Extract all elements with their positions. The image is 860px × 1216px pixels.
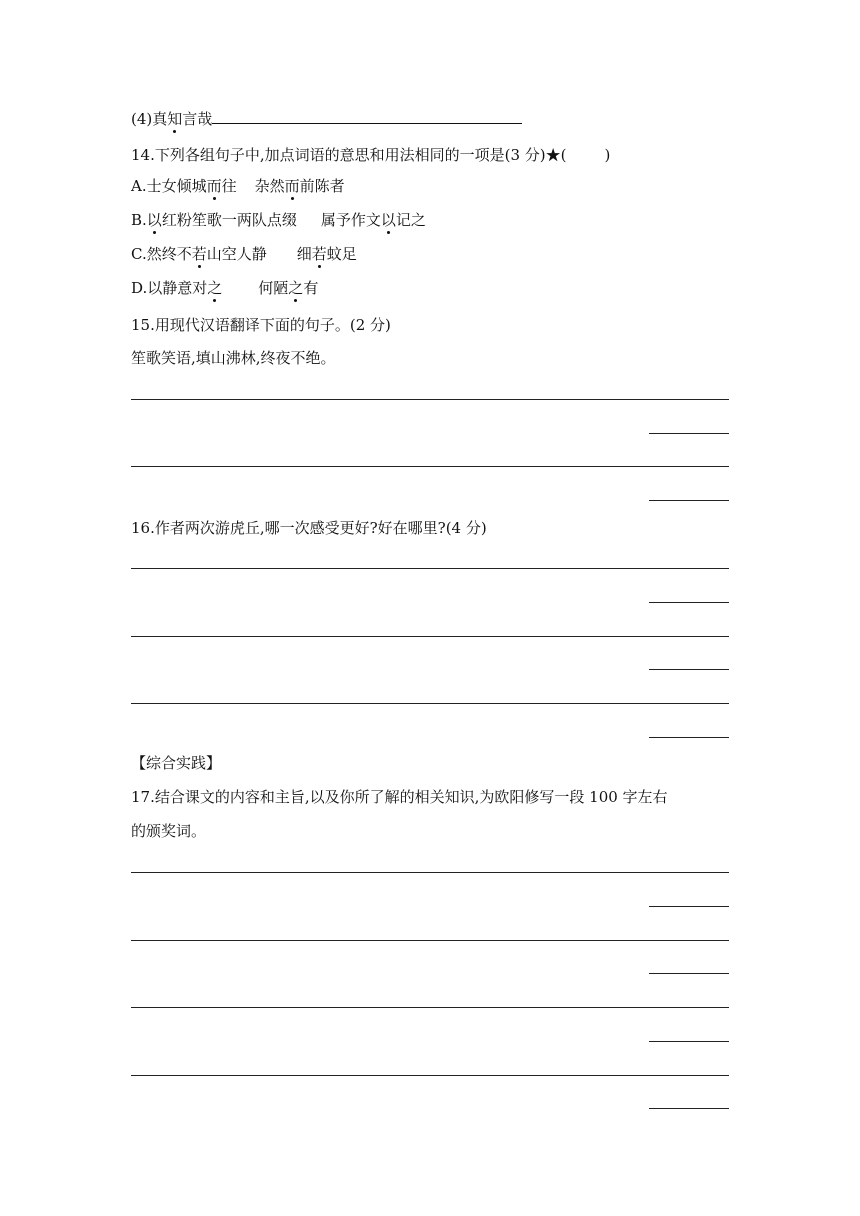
option-a-part1: A.士女倾城	[131, 177, 207, 195]
answer-line[interactable]	[131, 399, 729, 400]
option-c-part3: 细	[296, 245, 312, 263]
dotted-char: 以	[380, 211, 396, 229]
answer-line[interactable]	[131, 1075, 729, 1076]
q13-item-4-pre: (4)真	[131, 110, 168, 128]
option-d-part3: 何陋	[258, 279, 289, 297]
answer-line-end	[649, 500, 729, 501]
answer-line[interactable]	[131, 703, 729, 704]
dotted-char: 若	[311, 245, 327, 263]
answer-line-end	[649, 1108, 729, 1109]
q13-item-4-post: 言哉	[182, 110, 213, 128]
answer-line-end	[649, 669, 729, 670]
dotted-char: 知	[167, 110, 183, 128]
option-b-part3: 属予作文	[320, 211, 381, 229]
answer-line[interactable]	[131, 1007, 729, 1008]
section-title: 【综合实践】	[131, 754, 222, 772]
q14-stem	[131, 145, 610, 165]
dotted-char: 之	[288, 279, 304, 297]
q14-option-c[interactable]	[131, 244, 357, 264]
option-b-part2: 红粉笙歌一两队点缀	[161, 211, 297, 229]
answer-line-end	[649, 433, 729, 434]
q15-stem: 15.用现代汉语翻译下面的句子。(2 分)	[131, 316, 391, 334]
option-a-part4: 前陈者	[299, 177, 345, 195]
answer-line[interactable]	[131, 568, 729, 569]
q16-stem: 16.作者两次游虎丘,哪一次感受更好?好在哪里?(4 分)	[131, 519, 487, 537]
q15-sentence: 笙歌笑语,填山沸林,终夜不绝。	[131, 349, 336, 367]
q14-paren-close: )	[604, 146, 611, 164]
option-d-part1: D.以静意对	[131, 279, 208, 297]
answer-line-end	[649, 1041, 729, 1042]
answer-line-end	[649, 973, 729, 974]
q17-stem-line-1: 17.结合课文的内容和主旨,以及你所了解的相关知识,为欧阳修写一段 100 字左右	[131, 788, 668, 806]
dotted-char: 之	[207, 279, 223, 297]
q14-stem-text: 14.下列各组句子中,加点词语的意思和用法相同的一项是(3 分)★(	[131, 146, 567, 164]
q17-stem-line-2: 的颁奖词。	[131, 822, 207, 840]
answer-line[interactable]	[131, 872, 729, 873]
answer-line-end	[649, 602, 729, 603]
option-a-part2: 往	[221, 177, 237, 195]
answer-blank[interactable]	[212, 109, 522, 124]
dotted-char: 而	[284, 177, 300, 195]
option-b-part4: 记之	[395, 211, 426, 229]
option-a-part3: 杂然	[254, 177, 285, 195]
answer-line[interactable]	[131, 636, 729, 637]
option-d-part4: 有	[303, 279, 319, 297]
answer-line-end	[649, 906, 729, 907]
q14-option-b[interactable]	[131, 210, 426, 230]
answer-line[interactable]	[131, 940, 729, 941]
option-b-part1: B.	[131, 211, 147, 229]
dotted-char: 以	[146, 211, 162, 229]
q13-item-4	[131, 109, 522, 129]
dotted-char: 而	[206, 177, 222, 195]
answer-line[interactable]	[131, 466, 729, 467]
option-c-part2: 山空人静	[206, 245, 267, 263]
q14-option-a[interactable]	[131, 176, 345, 196]
option-c-part4: 蚊足	[326, 245, 357, 263]
q14-option-d[interactable]	[131, 278, 318, 298]
dotted-char: 若	[191, 245, 207, 263]
answer-line-end	[649, 737, 729, 738]
option-c-part1: C.然终不	[131, 245, 192, 263]
